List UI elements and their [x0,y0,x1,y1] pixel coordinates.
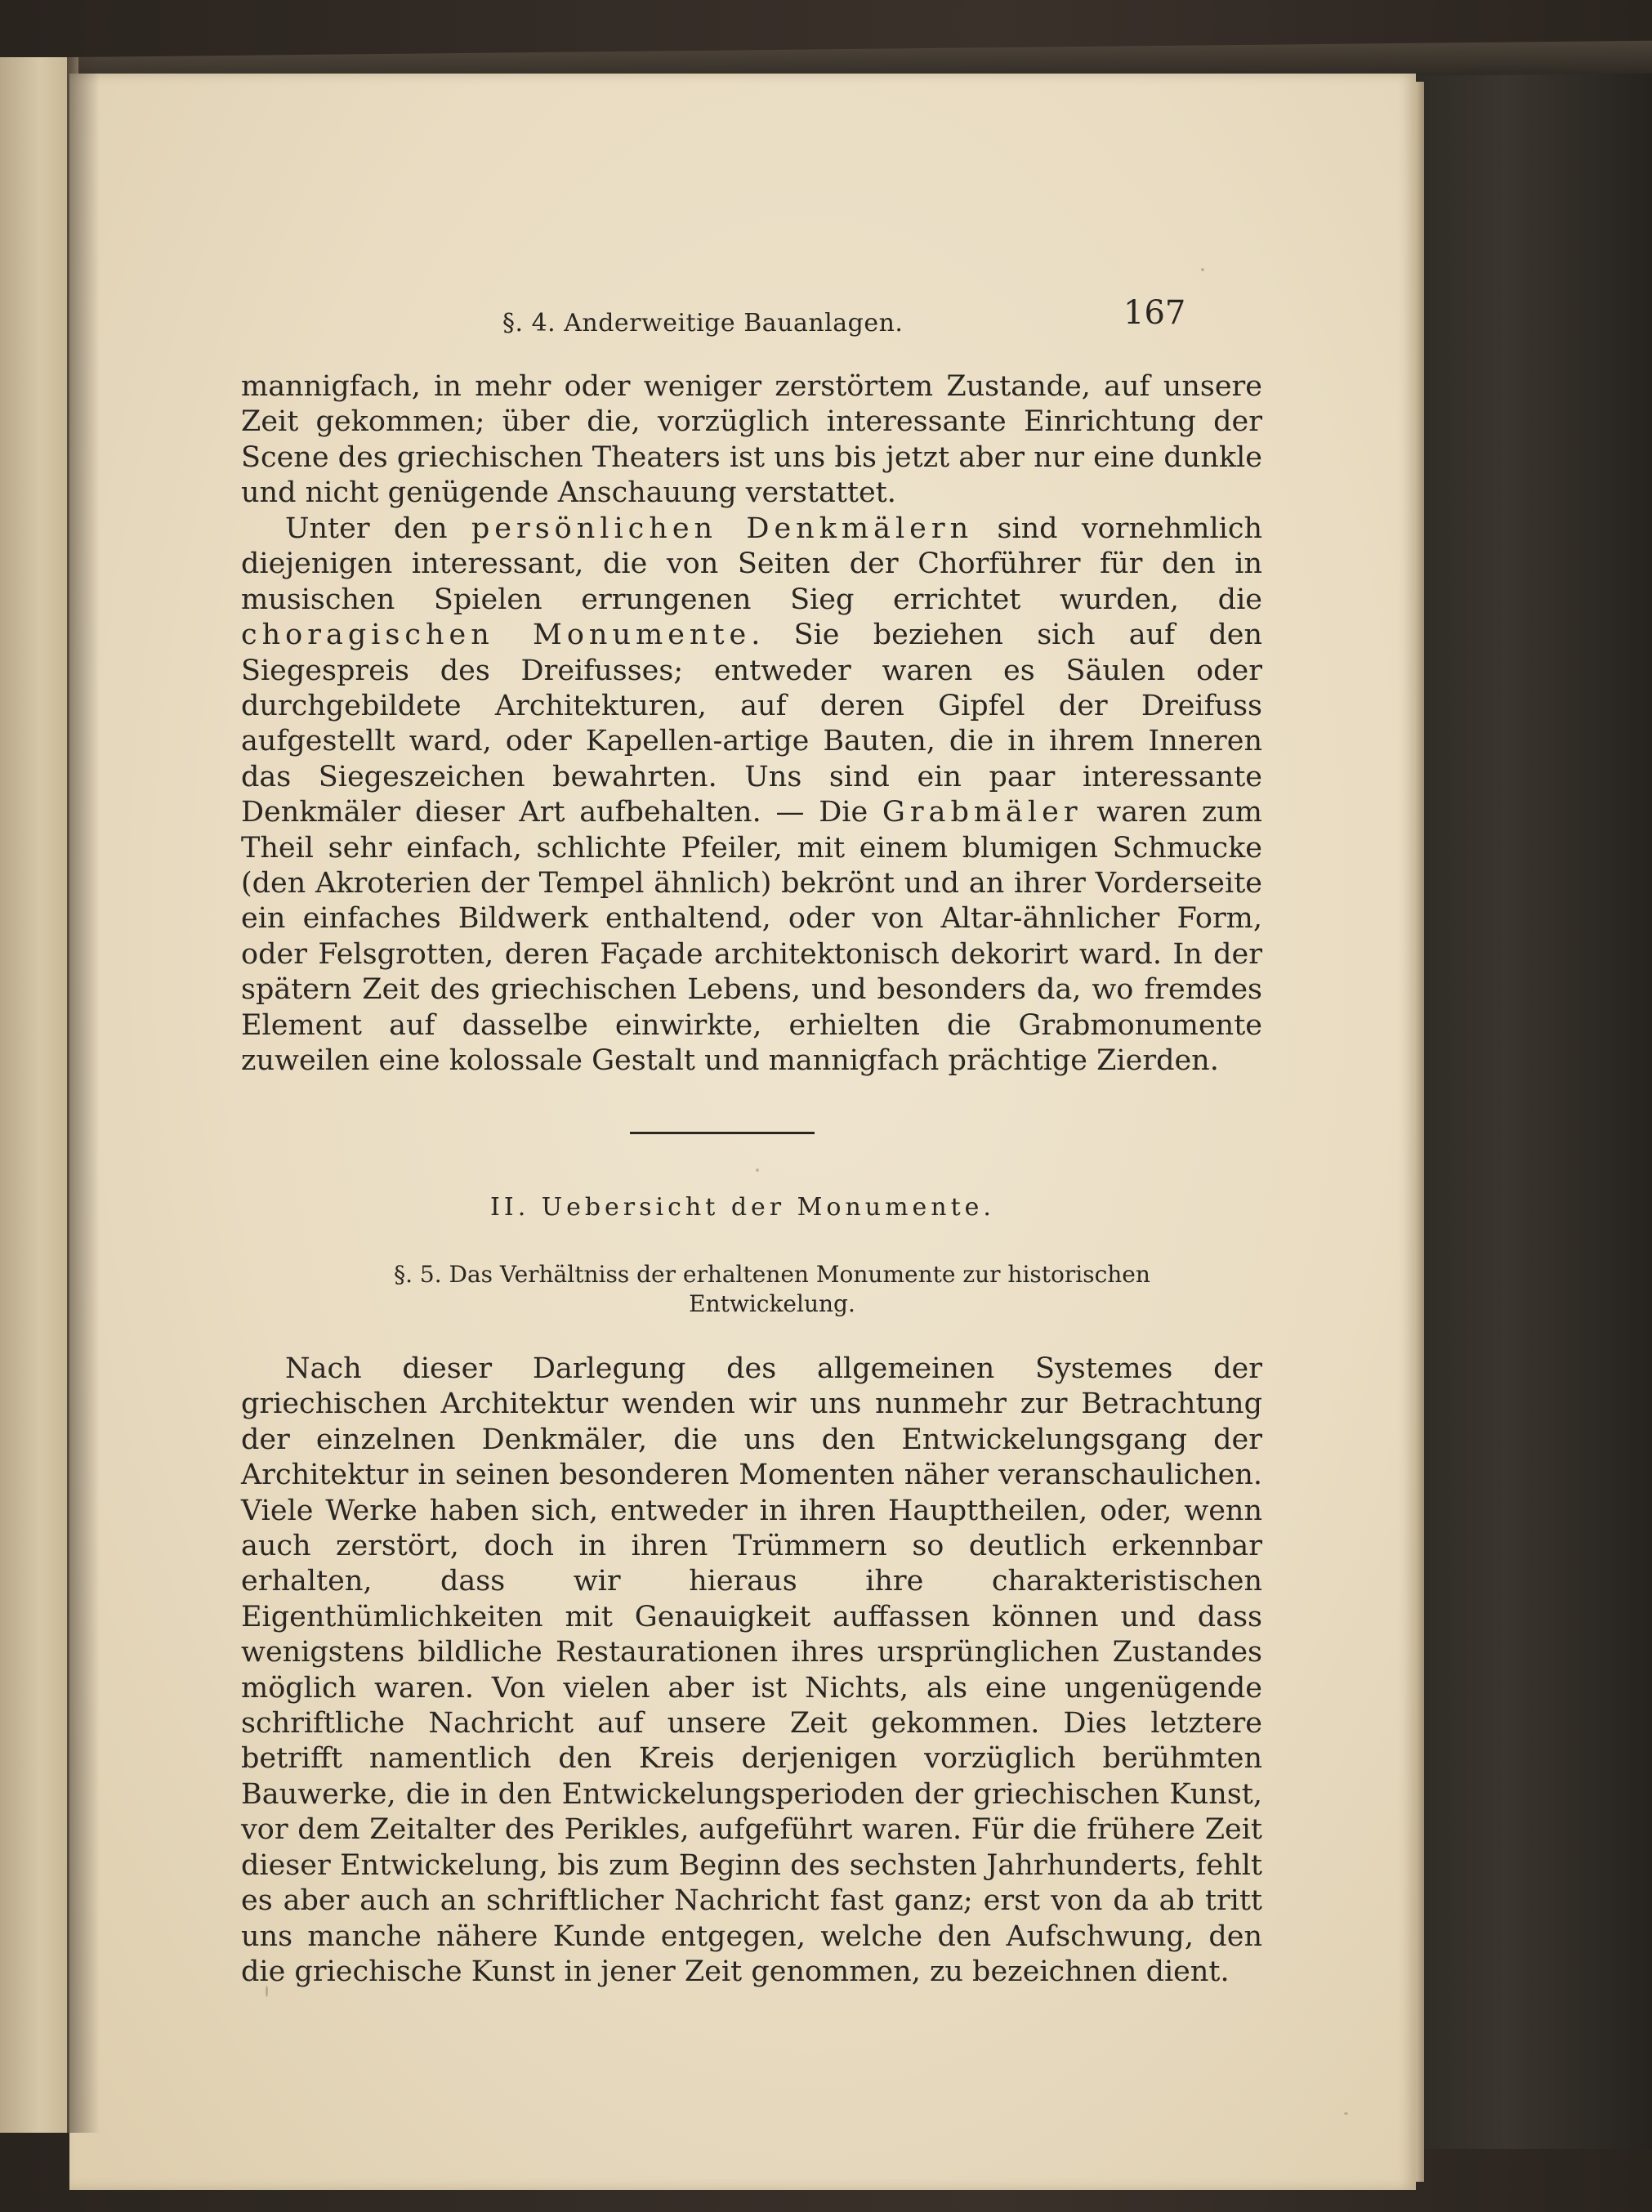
paragraph-2-text-e: . Sie beziehen sich auf den Siegespreis des Dreifusses; entweder waren es Säulen oder durchgebildete Architekturen, auf deren Gipfel der Dreifuss aufgestellt ward, oder Kapellen-artige Bauten, die in ihrem Inneren das Siegeszeichen bewahrten. Uns sind ein paar interessante Denkmäler dieser Art aufbehalten. — Die [241,619,1263,829]
term-choragische-monumente: choragischen Monumente [241,619,752,652]
section-heading-line-1: §. 5. Das Verhältniss der erhaltenen Monumente zur historischen [394,1261,1150,1288]
book-cover [1407,57,1652,2149]
paper-speck [1344,2112,1348,2115]
paragraph-2-text-g: waren zum Theil sehr einfach, schlichte Pfeiler, mit einem blumigen Schmucke (den Akroterien der Tempel ähnlich) bekrönt und an ihrer Vorderseite ein einfaches Bildwerk enthaltend, oder von Altar-ähnlicher Form, oder Felsgrotten, deren Façade architektonisch dekorirt ward. In der spätern Zeit des griechischen Lebens, und besonders da, wo fremdes Element auf dasselbe einwirkte, erhielten die Grabmonumente zuweilen eine kolossale Gestalt und mannigfach prächtige Zierden. [241,796,1262,1078]
running-head: §. 4. Anderweitige Bauanlagen. [502,309,904,337]
paragraph-2 [241,512,1262,1079]
paragraph-2-text-c: sind vornehmlich diejenigen interessant, die von Seiten der Chorführer für den in musischen Spielen errungenen Sieg errichtet wurden, die [241,512,1262,616]
paragraph-1: mannigfach, in mehr oder weniger zerstörtem Zustande, auf unsere Zeit gekommen; über die, vorzüglich interessante Einrichtung der Scene des griechischen Theaters ist uns bis jetzt aber nur eine dunkle und nicht genügende Anschauung verstattet. [241,370,1262,510]
chapter-heading: II. Uebersicht der Monumente. [490,1193,995,1222]
book-page [69,74,1416,2190]
term-grabmaeler: Grabmäler [882,796,1083,829]
paragraph-2-text-a: Unter den [285,512,471,545]
paper-speck [756,1169,759,1172]
paper-speck [1201,268,1204,271]
term-persoenliche-denkmaeler: persönlichen Denkmälern [471,512,974,545]
spine-shadow [67,57,100,2133]
section-divider [630,1132,815,1134]
paragraph-3: Nach dieser Darlegung des allgemeinen Systemes der griechischen Architektur wenden wir uns nunmehr zur Betrachtung der einzelnen Denkmäler, die uns den Entwickelungsgang der Architektur in seinen besonderen Momenten näher veranschaulichen. Viele Werke haben sich, entweder in ihren Haupttheilen, oder, wenn auch zerstört, doch in ihren Trümmern so deutlich erkennbar erhalten, dass wir hieraus ihre charakteristischen Eigenthümlichkeiten mit Genauigkeit auffassen können und dass wenigstens bildliche Restaurationen ihres ursprünglichen Zustandes möglich waren. Von vielen aber ist Nichts, als eine ungenügende schriftliche Nachricht auf unsere Zeit gekommen. Dies letztere betrifft namentlich den Kreis derjenigen vorzüglich berühmten Bauwerke, die in den Entwickelungsperioden der griechischen Kunst, vor dem Zeitalter des Perikles, aufgeführt waren. Für die frühere Zeit dieser Entwickelung, bis zum Beginn des sechsten Jahrhunderts, fehlt es aber auch an schriftlicher Nachricht fast ganz; erst von da ab tritt uns manche nähere Kunde entgegen, welche den Aufschwung, den die griechische Kunst in jener Zeit genommen, zu bezeichnen dient. [241,1352,1262,1988]
paper-speck [266,1986,268,1997]
section-heading [331,1260,1213,1319]
section-heading-line-2: Entwickelung. [689,1290,855,1317]
page-number: 167 [1123,294,1186,332]
previous-page-edge [0,57,69,2133]
page-header [69,237,1416,337]
